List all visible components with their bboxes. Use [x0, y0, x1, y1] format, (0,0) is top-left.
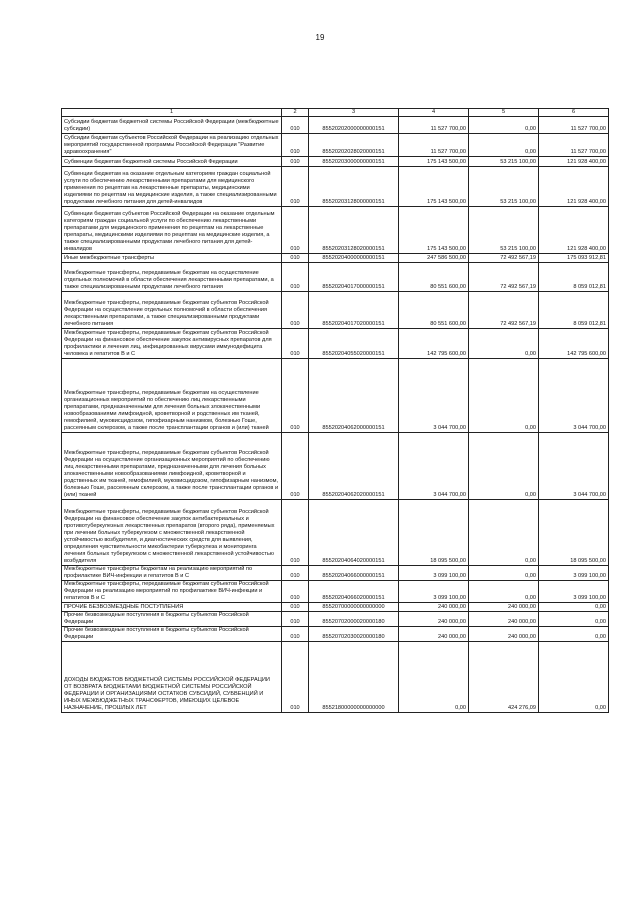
- row-line-code: 010: [282, 627, 309, 642]
- row-description: Межбюджетные трансферты бюджетам на реализацию мероприятий по профилактике ВИЧ-инфекции и гепатитов В и С: [62, 566, 282, 581]
- row-executed-amount: 72 492 567,19: [469, 254, 539, 263]
- row-line-code: 010: [282, 581, 309, 603]
- row-unexecuted-amount: 11 527 700,00: [539, 134, 609, 157]
- table-row: [62, 167, 609, 207]
- row-approved-amount: 11 527 700,00: [399, 134, 469, 157]
- row-budget-code: 85520204017020000151: [309, 292, 399, 329]
- row-line-code: 010: [282, 292, 309, 329]
- row-line-code: 010: [282, 612, 309, 627]
- row-description: Межбюджетные трансферты, передаваемые бюджетам на осуществление организационных мероприятий по обеспечению лиц лекарственными препаратами, предназначенными для лечения больных злокачественными новообразованиями лимфоидной, кроветворной и родственных им тканей, гемофилией, муковисцидозом, гипофизарным нанизмом, болезнью Гоше, рассеянным склерозом, а также после трансплантации органов и (или) тканей: [62, 359, 282, 433]
- table-row: [62, 157, 609, 167]
- row-budget-code: 85520702000020000180: [309, 612, 399, 627]
- row-unexecuted-amount: 3 099 100,00: [539, 581, 609, 603]
- row-budget-code: 85521800000000000000: [309, 642, 399, 713]
- row-unexecuted-amount: 8 059 012,81: [539, 263, 609, 292]
- row-line-code: 010: [282, 117, 309, 134]
- row-approved-amount: 18 095 500,00: [399, 500, 469, 566]
- row-approved-amount: 80 551 600,00: [399, 292, 469, 329]
- row-line-code: 010: [282, 603, 309, 612]
- row-description: Межбюджетные трансферты, передаваемые бюджетам на осуществление отдельных полномочий в области обеспечения лекарственными препаратами, а также специализированными продуктами лечебного питания: [62, 263, 282, 292]
- column-header: 2: [282, 109, 309, 117]
- row-approved-amount: 3 099 100,00: [399, 566, 469, 581]
- row-approved-amount: 11 527 700,00: [399, 117, 469, 134]
- row-line-code: 010: [282, 642, 309, 713]
- row-description: Межбюджетные трансферты, передаваемые бюджетам субъектов Российской Федерации на финансовое обеспечение закупок антибактериальных и противотуберкулезных лекарственных препаратов (второго ряда), применяемых при лечении больных туберкулезом с множественной лекарственной устойчивостью возбудителя, и диагностических средств для выявления, определения чувствительности микобактерии туберкулеза и мониторинга лечения больных туберкулезом с множественной лекарственной устойчивостью возбудителя: [62, 500, 282, 566]
- row-budget-code: 85520204017000000151: [309, 263, 399, 292]
- table-row: [62, 433, 609, 500]
- row-description: Субсидии бюджетам субъектов Российской Федерации на реализацию отдельных мероприятий государственной программы Российской Федерации "Развитие здравоохранения": [62, 134, 282, 157]
- row-budget-code: 85520204000000000151: [309, 254, 399, 263]
- row-description: ПРОЧИЕ БЕЗВОЗМЕЗДНЫЕ ПОСТУПЛЕНИЯ: [62, 603, 282, 612]
- row-unexecuted-amount: 0,00: [539, 627, 609, 642]
- row-unexecuted-amount: 121 928 400,00: [539, 207, 609, 254]
- row-executed-amount: 240 000,00: [469, 612, 539, 627]
- row-executed-amount: 424 276,09: [469, 642, 539, 713]
- row-description: Субвенции бюджетам бюджетной системы Российской Федерации: [62, 157, 282, 167]
- row-unexecuted-amount: 175 093 912,81: [539, 254, 609, 263]
- row-unexecuted-amount: 0,00: [539, 642, 609, 713]
- budget-table: [61, 108, 609, 713]
- table-row: [62, 500, 609, 566]
- row-description: Субвенции бюджетам на оказание отдельным категориям граждан социальной услуги по обеспечению лекарственными препаратами для медицинского применения по рецептам на лекарственные препараты, медицинскими изделиями по рецептам на медицинские изделия, а также специализированными продуктами лечебного питания для детей-инвалидов: [62, 167, 282, 207]
- row-unexecuted-amount: 121 928 400,00: [539, 157, 609, 167]
- row-unexecuted-amount: 0,00: [539, 603, 609, 612]
- row-budget-code: 85520204062020000151: [309, 433, 399, 500]
- row-description: Субсидии бюджетам бюджетной системы Российской Федерации (межбюджетные субсидии): [62, 117, 282, 134]
- row-line-code: 010: [282, 329, 309, 359]
- row-executed-amount: 53 215 100,00: [469, 157, 539, 167]
- row-unexecuted-amount: 3 099 100,00: [539, 566, 609, 581]
- row-executed-amount: 240 000,00: [469, 603, 539, 612]
- row-description: Межбюджетные трансферты, передаваемые бюджетам субъектов Российской Федерации на осуществление отдельных полномочий в области обеспечения лекарственными препаратами, а также специализированными продуктами лечебного питания: [62, 292, 282, 329]
- row-executed-amount: 53 215 100,00: [469, 207, 539, 254]
- row-approved-amount: 175 143 500,00: [399, 157, 469, 167]
- row-line-code: 010: [282, 167, 309, 207]
- row-approved-amount: 175 143 500,00: [399, 167, 469, 207]
- row-budget-code: 85520202000000000151: [309, 117, 399, 134]
- table-row: [62, 603, 609, 612]
- row-executed-amount: 72 492 567,19: [469, 292, 539, 329]
- table-header-row: [62, 109, 609, 117]
- row-description: ДОХОДЫ БЮДЖЕТОВ БЮДЖЕТНОЙ СИСТЕМЫ РОССИЙСКОЙ ФЕДЕРАЦИИ ОТ ВОЗВРАТА БЮДЖЕТАМИ БЮДЖЕТНОЙ СИСТЕМЫ РОССИЙСКОЙ ФЕДЕРАЦИИ И ОРГАНИЗАЦИЯМИ ОСТАТКОВ СУБСИДИЙ, СУБВЕНЦИЙ И ИНЫХ МЕЖБЮДЖЕТНЫХ ТРАНСФЕРТОВ, ИМЕЮЩИХ ЦЕЛЕВОЕ НАЗНАЧЕНИЕ, ПРОШЛЫХ ЛЕТ: [62, 642, 282, 713]
- row-line-code: 010: [282, 134, 309, 157]
- row-budget-code: 85520204066000000151: [309, 566, 399, 581]
- row-budget-code: 85520702030020000180: [309, 627, 399, 642]
- row-description: Межбюджетные трансферты, передаваемые бюджетам субъектов Российской Федерации на финансовое обеспечение закупок антивирусных препаратов для профилактики и лечения лиц, инфицированных вирусами иммунодефицита человека и гепатитов В и С: [62, 329, 282, 359]
- row-unexecuted-amount: 121 928 400,00: [539, 167, 609, 207]
- row-unexecuted-amount: 18 095 500,00: [539, 500, 609, 566]
- table-row: [62, 263, 609, 292]
- column-header: 6: [539, 109, 609, 117]
- row-budget-code: 85520204062000000151: [309, 359, 399, 433]
- table-row: [62, 207, 609, 254]
- table-row: [62, 134, 609, 157]
- row-description: Субвенции бюджетам субъектов Российской Федерации на оказание отдельным категориям граждан социальной услуги по обеспечению лекарственными препаратами для медицинского применения по рецептам на лекарственные препараты, медицинскими изделиями по рецептам на медицинские изделия, а также специализированными продуктами лечебного питания для детей-инвалидов: [62, 207, 282, 254]
- row-executed-amount: 0,00: [469, 500, 539, 566]
- row-approved-amount: 142 795 600,00: [399, 329, 469, 359]
- row-executed-amount: 53 215 100,00: [469, 167, 539, 207]
- row-approved-amount: 240 000,00: [399, 627, 469, 642]
- row-budget-code: 85520203128020000151: [309, 207, 399, 254]
- row-executed-amount: 0,00: [469, 359, 539, 433]
- row-executed-amount: 0,00: [469, 134, 539, 157]
- row-approved-amount: 175 143 500,00: [399, 207, 469, 254]
- row-description: Иные межбюджетные трансферты: [62, 254, 282, 263]
- table-row: [62, 566, 609, 581]
- table-row: [62, 254, 609, 263]
- row-executed-amount: 0,00: [469, 433, 539, 500]
- row-executed-amount: 0,00: [469, 566, 539, 581]
- row-budget-code: 85520203128000000151: [309, 167, 399, 207]
- row-approved-amount: 0,00: [399, 642, 469, 713]
- row-executed-amount: 72 492 567,19: [469, 263, 539, 292]
- table-row: [62, 359, 609, 433]
- row-description: Прочие безвозмездные поступления в бюджеты субъектов Российской Федерации: [62, 627, 282, 642]
- row-budget-code: 85520204055020000151: [309, 329, 399, 359]
- row-budget-code: 85520203000000000151: [309, 157, 399, 167]
- row-unexecuted-amount: 11 527 700,00: [539, 117, 609, 134]
- row-budget-code: 85520700000000000000: [309, 603, 399, 612]
- row-description: Межбюджетные трансферты, передаваемые бюджетам субъектов Российской Федерации на осуществление организационных мероприятий по обеспечению лиц лекарственными препаратами, предназначенными для лечения больных злокачественными новообразованиями лимфоидной, кроветворной и родственных им тканей, гемофилией, муковисцидозом, гипофизарным нанизмом, болезнью Гоше, рассеянным склерозом, а также после трансплантации органов и (или) тканей: [62, 433, 282, 500]
- row-description: Прочие безвозмездные поступления в бюджеты субъектов Российской Федерации: [62, 612, 282, 627]
- table-row: [62, 292, 609, 329]
- row-line-code: 010: [282, 157, 309, 167]
- row-executed-amount: 0,00: [469, 117, 539, 134]
- row-unexecuted-amount: 8 059 012,81: [539, 292, 609, 329]
- row-approved-amount: 240 000,00: [399, 603, 469, 612]
- row-budget-code: 85520202028020000151: [309, 134, 399, 157]
- table-row: [62, 642, 609, 713]
- row-unexecuted-amount: 0,00: [539, 612, 609, 627]
- table-row: [62, 627, 609, 642]
- row-executed-amount: 0,00: [469, 581, 539, 603]
- column-header: 1: [62, 109, 282, 117]
- row-budget-code: 85520204066020000151: [309, 581, 399, 603]
- row-executed-amount: 0,00: [469, 329, 539, 359]
- page-number: 19: [315, 33, 325, 42]
- row-line-code: 010: [282, 207, 309, 254]
- row-description: Межбюджетные трансферты, передаваемые бюджетам субъектов Российской Федерации на реализацию мероприятий по профилактике ВИЧ-инфекции и гепатитов В и С: [62, 581, 282, 603]
- row-line-code: 010: [282, 359, 309, 433]
- column-header: 4: [399, 109, 469, 117]
- table-row: [62, 581, 609, 603]
- row-unexecuted-amount: 3 044 700,00: [539, 359, 609, 433]
- row-line-code: 010: [282, 500, 309, 566]
- row-executed-amount: 240 000,00: [469, 627, 539, 642]
- row-approved-amount: 240 000,00: [399, 612, 469, 627]
- row-approved-amount: 247 586 500,00: [399, 254, 469, 263]
- row-budget-code: 85520204064020000151: [309, 500, 399, 566]
- row-line-code: 010: [282, 254, 309, 263]
- table-row: [62, 117, 609, 134]
- row-approved-amount: 3 044 700,00: [399, 359, 469, 433]
- row-line-code: 010: [282, 263, 309, 292]
- table-row: [62, 329, 609, 359]
- column-header: 5: [469, 109, 539, 117]
- row-approved-amount: 3 044 700,00: [399, 433, 469, 500]
- row-approved-amount: 3 099 100,00: [399, 581, 469, 603]
- row-approved-amount: 80 551 600,00: [399, 263, 469, 292]
- row-line-code: 010: [282, 566, 309, 581]
- row-unexecuted-amount: 3 044 700,00: [539, 433, 609, 500]
- column-header: 3: [309, 109, 399, 117]
- table-row: [62, 612, 609, 627]
- row-unexecuted-amount: 142 795 600,00: [539, 329, 609, 359]
- row-line-code: 010: [282, 433, 309, 500]
